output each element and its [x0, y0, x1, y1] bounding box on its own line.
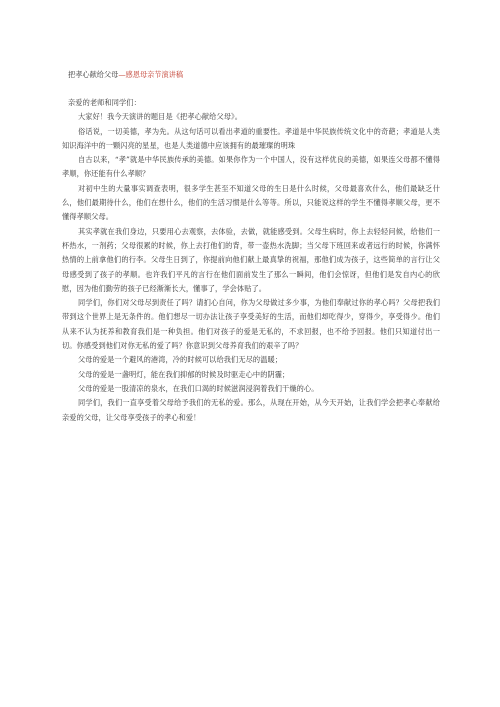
document-page	[62, 70, 440, 425]
title-main: 把孝心献给父母	[68, 70, 119, 79]
paragraph-5: 其实孝就在我们身边，只要用心去观察，去体验，去做，就能感受到。父母生病时，你上去轻轻问候，给他们一杯热水，一剂药；父母很累的时候，你上去打他们的背，带一壶热水洗脚；当父母下班回来或者远行的时候，你满怀热情的上前拿他们的行李。父母生日到了，你提前向他们献上最真挚的祝福，那他们成为孩子，这些简单的言行让父母感受到了孩子的孝顺。也许我们平凡的言行在他们面前发生了那么一瞬间，他们会惊讶，但他们是发自内心的欣慰，因为他们勤劳的孩子已经渐渐长大，懂事了，学会体贴了。	[62, 226, 440, 293]
salutation: 亲爱的老师和同学们：	[68, 98, 141, 107]
document-title	[68, 70, 440, 80]
paragraph-1: 大家好！我今天演讲的题目是《把孝心献给父母》。	[78, 112, 243, 122]
paragraph-3: 自古以来，“孝”就是中华民族传承的美德。如果你作为一个中国人，没有这样优良的美德，如果连父母都不懂得孝顺，你还能有什么孝顺？	[62, 155, 440, 179]
paragraph-10: 同学们，我们一直享受着父母给予我们的无私的爱。那么，从现在开始，从今天开始，让我们学会把孝心奉献给亲爱的父母，让父母享受孩子的孝心和爱！	[62, 398, 440, 422]
paragraph-2: 俗话说，一切美德，孝为先。从这句话可以看出孝道的重要性。孝道是中华民族传统文化中的奇葩；孝道是人类知识海洋中的一颗闪亮的星星，也是人类道德中应该拥有的最璀璨的明珠	[62, 126, 440, 150]
paragraph-9: 父母的爱是一股清凉的泉水，在我们口渴的时候滋润浸润着我们干燥的心。	[78, 383, 319, 393]
paragraph-8: 父母的爱是一盏明灯，能在我们抑郁的时候及时驱走心中的阴霾；	[78, 369, 290, 379]
paragraph-6: 同学们，你们对父母尽到责任了吗？请扪心自问，你为父母做过多少事，为他们奉献过你的孝心吗？父母把我们带到这个世界上是无条件的。他们想尽一切办法让孩子享受美好的生活，而他们却吃得少，穿得少，享受得少。他们从来不认为抚养和教育我们是一种负担。他们对孩子的爱是无私的，不求回报，也不给予回报。他们只知道付出一切。你感受到他们对你无私的爱了吗？你意识到父母养育我们的艰辛了吗？	[62, 298, 440, 351]
paragraph-7: 父母的爱是一个避风的港湾，冷的时候可以给我们无尽的温暖；	[78, 355, 283, 365]
title-subtitle: —感恩母亲节演讲稿	[118, 70, 184, 79]
paragraph-4: 对初中生的大量事实调查表明，很多学生甚至不知道父母的生日是什么时候，父母最喜欢什么，他们最缺乏什么，他们最期待什么，他们在想什么，他们的生活习惯是什么等等。所以，只能说这样的学生不懂得孝顺父母，更不懂得孝顺父母。	[62, 183, 440, 222]
